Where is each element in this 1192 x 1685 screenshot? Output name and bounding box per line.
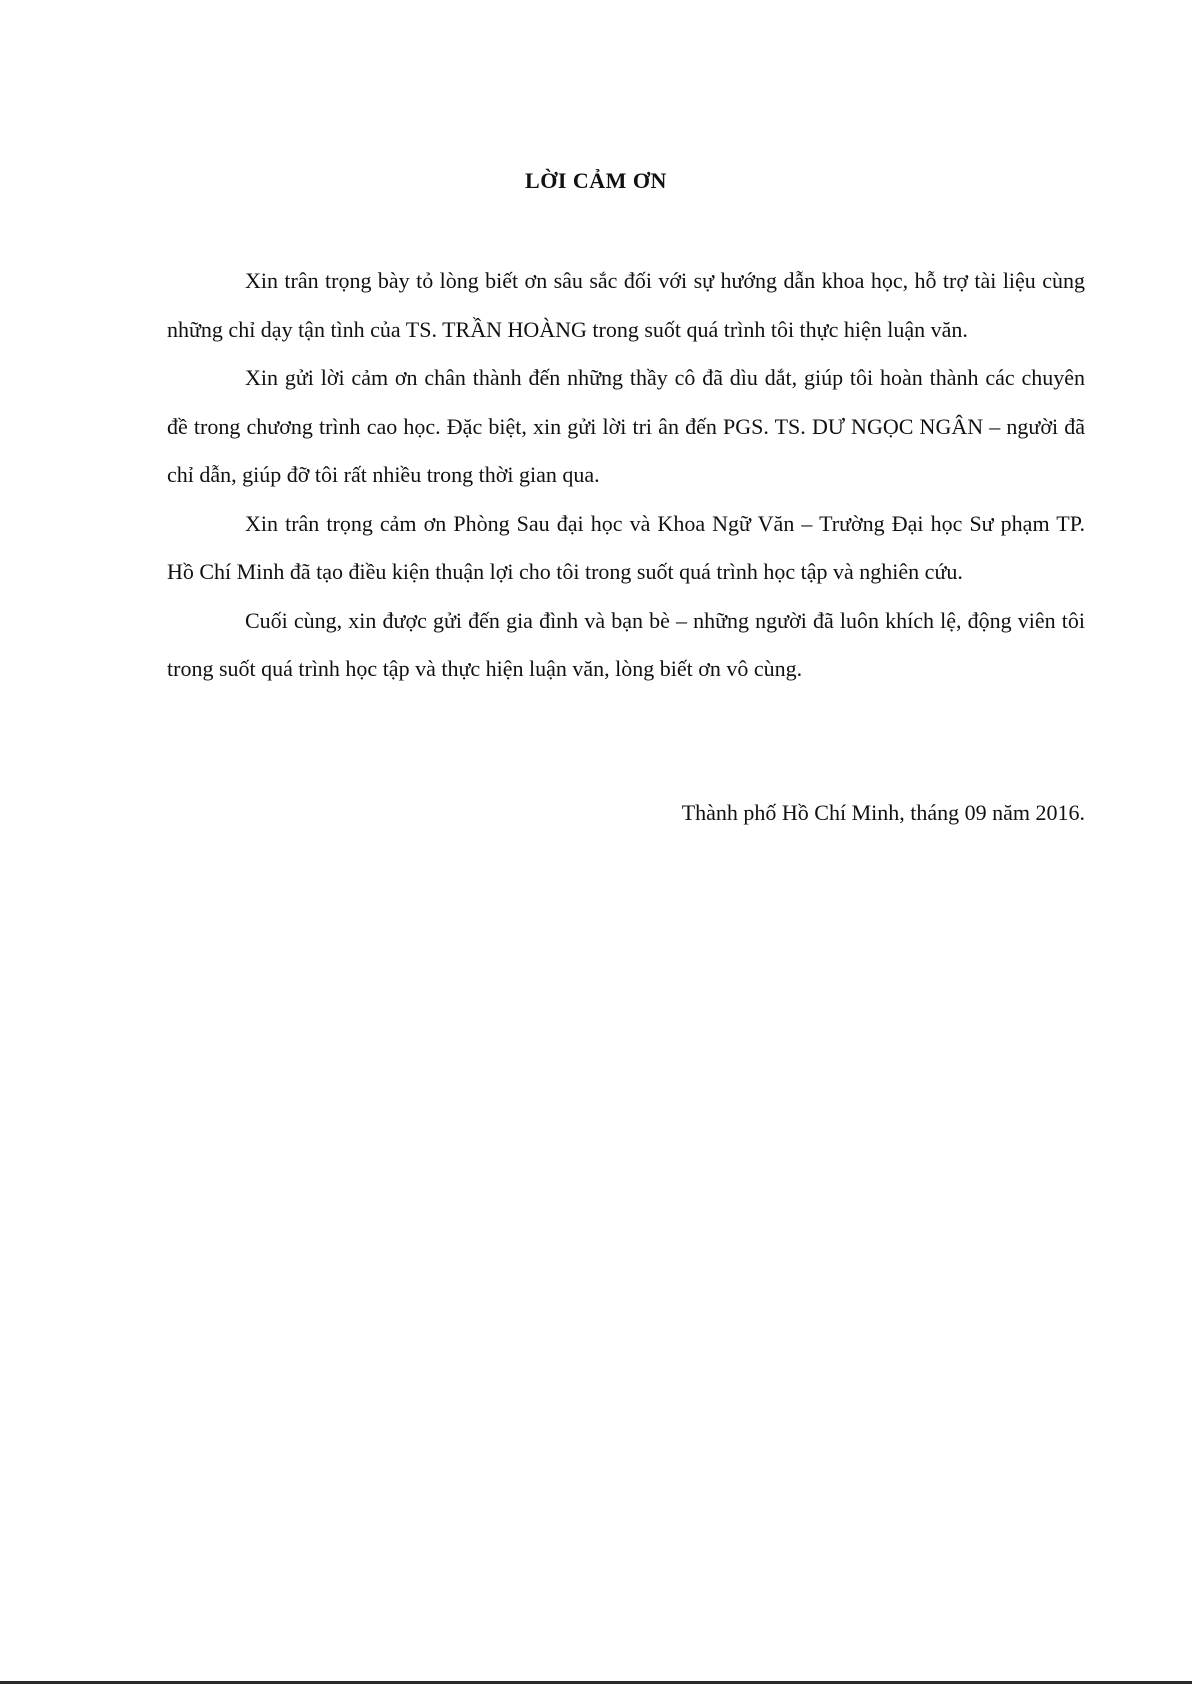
paragraph-teachers-thanks: Xin gửi lời cảm ơn chân thành đến những thầy cô đã dìu dắt, giúp tôi hoàn thành các chuyên đề trong chương trình cao học. Đặc biệt, xin gửi lời tri ân đến PGS. TS. DƯ NGỌC NGÂN – người đã chỉ dẫn, giúp đỡ tôi rất nhiều trong thời gian qua. <box>167 365 1085 487</box>
place-and-date: Thành phố Hồ Chí Minh, tháng 09 năm 2016. <box>681 800 1085 825</box>
page-bottom-border <box>0 1681 1192 1684</box>
paragraph-university-thanks: Xin trân trọng cảm ơn Phòng Sau đại học và Khoa Ngữ Văn – Trường Đại học Sư phạm TP. Hồ Chí Minh đã tạo điều kiện thuận lợi cho tôi trong suốt quá trình học tập và nghiên cứu. <box>167 510 1085 584</box>
page-title: LỜI CẢM ƠN <box>525 168 667 193</box>
paragraph-advisor-thanks: Xin trân trọng bày tỏ lòng biết ơn sâu sắc đối với sự hướng dẫn khoa học, hỗ trợ tài liệu cùng những chỉ dạy tận tình của TS. TRẦN HOÀNG trong suốt quá trình tôi thực hiện luận văn. <box>167 268 1085 342</box>
acknowledgement-body <box>167 257 1085 694</box>
paragraph-family-thanks: Cuối cùng, xin được gửi đến gia đình và bạn bè – những người đã luôn khích lệ, động viên tôi trong suốt quá trình học tập và thực hiện luận văn, lòng biết ơn vô cùng. <box>167 607 1085 681</box>
